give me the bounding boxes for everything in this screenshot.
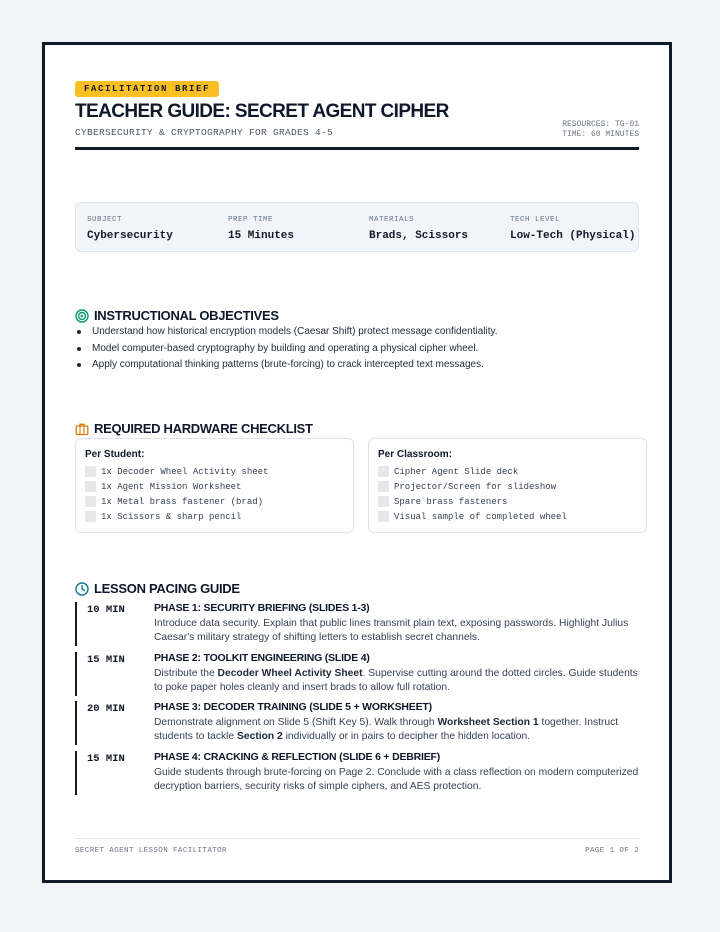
- info-label: SUBJECT: [87, 216, 123, 224]
- checklist-item-label: 1x Metal brass fastener (brad): [101, 496, 264, 507]
- document-page: [42, 42, 672, 883]
- checklist-item-label: Cipher Agent Slide deck: [394, 466, 519, 477]
- description-text: individually or in pairs to decipher the hidden location.: [282, 731, 531, 743]
- time-total: TIME: 60 MINUTES: [562, 130, 639, 139]
- per-classroom-card: [368, 438, 647, 533]
- phase-title: PHASE 4: CRACKING & REFLECTION (SLIDE 6 + DEBRIEF): [154, 751, 441, 763]
- pacing-heading: [75, 581, 240, 596]
- info-tech-level: [510, 216, 635, 242]
- info-label: MATERIALS: [369, 216, 415, 224]
- phase-duration: 15 MIN: [87, 654, 125, 666]
- list-item: Model computer-based cryptography by building and operating a physical cipher wheel.: [75, 343, 639, 360]
- phase-description: [154, 617, 639, 646]
- checklist-item[interactable]: [378, 464, 637, 479]
- checklist-heading-text: REQUIRED HARDWARE CHECKLIST: [94, 421, 313, 436]
- checkbox[interactable]: [378, 496, 389, 507]
- checklist-item-label: Visual sample of completed wheel: [394, 511, 567, 522]
- checkbox[interactable]: [85, 466, 96, 477]
- page-title: TEACHER GUIDE: SECRET AGENT CIPHER: [75, 101, 449, 122]
- info-label: TECH LEVEL: [510, 216, 561, 224]
- phase-description: [154, 766, 639, 795]
- card-title: Per Classroom:: [378, 449, 452, 460]
- list-item: Understand how historical encryption models (Caesar Shift) protect message confidentiality.: [75, 326, 639, 343]
- header-meta: [562, 120, 639, 140]
- description-text: Distribute the: [154, 668, 218, 679]
- phase-description: [154, 667, 639, 696]
- phase-duration: 10 MIN: [87, 604, 125, 616]
- info-value: Cybersecurity: [87, 230, 173, 242]
- description-text: together. Instruct students to tackle: [154, 717, 619, 743]
- info-value: Brads, Scissors: [369, 230, 469, 242]
- lesson-info-box: [75, 202, 639, 252]
- checklist-item[interactable]: [378, 494, 637, 509]
- checklist-item-label: Spare brass fasteners: [394, 496, 508, 507]
- phase-duration: 20 MIN: [87, 703, 125, 715]
- checkbox[interactable]: [378, 511, 389, 522]
- checklist-item[interactable]: [85, 509, 344, 524]
- pacing-phase-1: [75, 602, 639, 646]
- info-label: PREP TIME: [228, 216, 274, 224]
- checklist-item[interactable]: [378, 509, 637, 524]
- objectives-list: [75, 326, 639, 376]
- phase-title: PHASE 3: DECODER TRAINING (SLIDE 5 + WORKSHEET): [154, 701, 432, 713]
- info-materials: [369, 216, 468, 242]
- phase-marker: [75, 602, 77, 646]
- pacing-phase-3: [75, 701, 639, 745]
- briefcase-icon: [75, 422, 89, 436]
- card-title: Per Student:: [85, 449, 145, 460]
- checklist-item[interactable]: [85, 479, 344, 494]
- objectives-heading: [75, 308, 279, 323]
- description-text: Guide students through brute-forcing on Page 2. Conclude with a class reflection on modern computerized decryption barriers, security risks of simple ciphers, and AES protection.: [154, 767, 639, 793]
- target-icon: [75, 309, 89, 323]
- phase-marker: [75, 701, 77, 745]
- page-subtitle: CYBERSECURITY & CRYPTOGRAPHY FOR GRADES 4-5: [75, 127, 334, 138]
- description-text: Introduce data security. Explain that public lines transmit plain text, exposing passwords. Highlight Julius Caesar's military strategy of shifting letters to establish secret channels.: [154, 618, 629, 644]
- info-subject: [87, 216, 173, 242]
- per-student-card: [75, 438, 354, 533]
- description-text: Demonstrate alignment on Slide 5 (Shift Key 5). Walk through: [154, 717, 438, 728]
- footer-title: SECRET AGENT LESSON FACILITATOR: [75, 847, 227, 855]
- checklist-item-label: 1x Scissors & sharp pencil: [101, 511, 242, 522]
- pacing-phase-2: [75, 652, 639, 696]
- resources-code: RESOURCES: TG-01: [562, 120, 639, 129]
- highlight-text: Worksheet Section 1: [437, 717, 539, 728]
- objectives-heading-text: INSTRUCTIONAL OBJECTIVES: [94, 308, 279, 323]
- highlight-text: Decoder Wheel Activity Sheet: [217, 668, 363, 679]
- clock-icon: [75, 582, 89, 596]
- phase-marker: [75, 751, 77, 795]
- phase-marker: [75, 652, 77, 696]
- checkbox[interactable]: [85, 511, 96, 522]
- checklist-item-label: 1x Agent Mission Worksheet: [101, 481, 242, 492]
- checkbox[interactable]: [85, 481, 96, 492]
- checkbox[interactable]: [378, 481, 389, 492]
- phase-title: PHASE 2: TOOLKIT ENGINEERING (SLIDE 4): [154, 652, 370, 664]
- phase-duration: 15 MIN: [87, 753, 125, 765]
- checklist-item[interactable]: [85, 464, 344, 479]
- checkbox[interactable]: [85, 496, 96, 507]
- phase-description: [154, 716, 639, 745]
- pacing-phase-4: [75, 751, 639, 795]
- checklist-item-label: Projector/Screen for slideshow: [394, 481, 557, 492]
- checkbox[interactable]: [378, 466, 389, 477]
- page-number: PAGE 1 OF 2: [585, 847, 639, 855]
- phase-title: PHASE 1: SECURITY BRIEFING (SLIDES 1-3): [154, 602, 370, 614]
- list-item: Apply computational thinking patterns (brute-forcing) to crack intercepted text messages.: [75, 359, 639, 376]
- description-text: . Supervise cutting around the dotted circles. Guide students to poke paper holes cleanly and insert brads to allow full rotation.: [154, 668, 638, 694]
- highlight-text: Section 2: [237, 731, 283, 743]
- checklist-item[interactable]: [85, 494, 344, 509]
- checklist-heading: [75, 421, 313, 436]
- header-divider: [75, 147, 639, 150]
- info-prep-time: [228, 216, 294, 242]
- facilitation-badge: FACILITATION BRIEF: [75, 81, 219, 97]
- footer-divider: [75, 838, 639, 839]
- checklist-item-label: 1x Decoder Wheel Activity sheet: [101, 466, 269, 477]
- checklist-item[interactable]: [378, 479, 637, 494]
- pacing-heading-text: LESSON PACING GUIDE: [94, 581, 240, 596]
- info-value: 15 Minutes: [228, 230, 295, 242]
- info-value: Low-Tech (Physical): [510, 230, 636, 242]
